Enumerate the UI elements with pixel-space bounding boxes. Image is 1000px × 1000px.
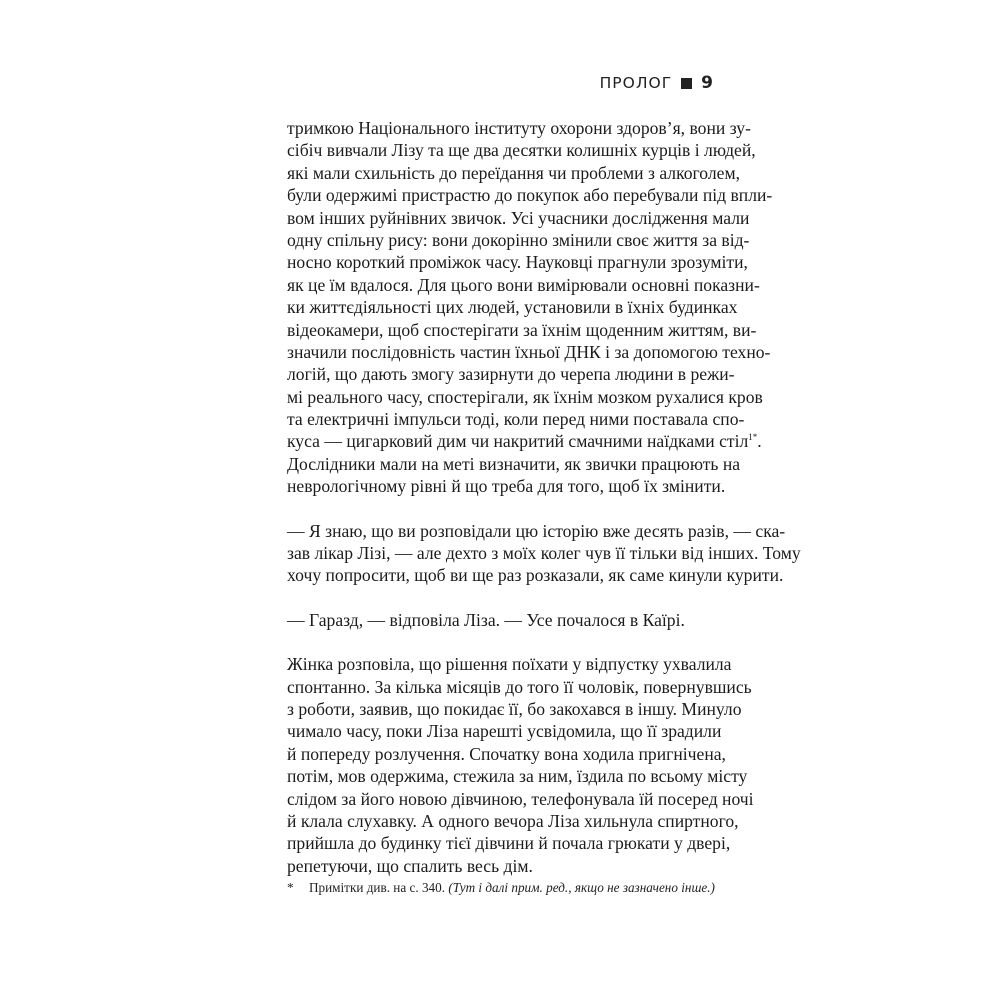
text-line: репетуючи, що спалить весь дім. — [287, 855, 533, 876]
text-line: мі реального часу, спостерігали, як їхнім мозком рухалися кров — [287, 386, 763, 407]
paragraph-1 — [287, 117, 773, 498]
footnote-marker: * — [287, 880, 294, 895]
text-line: одну спільну рису: вони докорінно змінили своє життя за від- — [287, 229, 750, 250]
text-line: спонтанно. За кілька місяців до того її чоловік, повернувшись — [287, 676, 752, 697]
text-line: зав лікар Лізі, — але дехто з моїх колег чув її тільки від інших. Тому — [287, 543, 801, 564]
text-line: тримкою Національного інституту охорони здоров’я, вони зу- — [287, 118, 751, 138]
running-head — [600, 73, 713, 93]
text-line: — Я знаю, що ви розповідали цю історію вже десять разів, — ска- — [287, 520, 786, 541]
text-line: та електричні імпульси тоді, коли перед ними поставала спо- — [287, 409, 745, 430]
text-line: значили послідовність частин їхньої ДНК і за допомогою техно- — [287, 341, 771, 362]
text-line: відеокамери, щоб спостерігати за їхнім щоденним життям, ви- — [287, 319, 757, 340]
square-bullet-icon — [681, 78, 692, 89]
text-line: — Гаразд, — відповіла Ліза. — Усе почалося в Каїрі. — [287, 609, 685, 630]
text-line: вом інших руйнівних звичок. Усі учасники дослідження мали — [287, 207, 750, 228]
text-line: Жінка розповіла, що рішення поїхати у відпустку ухвалила — [287, 654, 732, 675]
text-line: чимало часу, поки Ліза нарешті усвідомила, що її зрадили — [287, 721, 722, 742]
text-line: й клала слухавку. А одного вечора Ліза хильнула спиртного, — [287, 810, 739, 831]
text-line-segment: куса — цигарковий дим чи накритий смачними наїдками стіл — [287, 431, 749, 452]
footnote-italic-text: (Тут і далі прим. ред., якщо не зазначено інше.) — [448, 880, 715, 895]
text-line-with-footnote-ref: куса — цигарковий дим чи накритий смачними наїдками стіл$^{1*}$. — [287, 431, 762, 452]
text-line: прийшла до будинку тієї дівчини й почала грюкати у двері, — [287, 833, 731, 854]
paragraph-2 — [287, 520, 801, 587]
text-line: Дослідники мали на меті визначити, як звички працюють на — [287, 453, 741, 474]
text-line: сібіч вивчали Лізу та ще два десятки колишніх курців і людей, — [287, 140, 756, 161]
text-line: логій, що дають змогу зазирнути до черепа людини в режи- — [287, 364, 735, 385]
text-line: неврологічному рівні й що треба для того, щоб їх змінити. — [287, 476, 726, 497]
text-line: й попереду розлучення. Спочатку вона ходила пригнічена, — [287, 743, 726, 764]
text-line: були одержимі пристрастю до покупок або перебували під впли- — [287, 185, 773, 206]
text-line: хочу попросити, щоб ви ще раз розказали, як саме кинули курити. — [287, 565, 784, 586]
text-line: носно короткий проміжок часу. Науковці прагнули зрозуміти, — [287, 252, 748, 273]
body-text — [287, 117, 801, 899]
text-line: ки життєдіяльності цих людей, установили в їхніх будинках — [287, 297, 738, 318]
text-line: потім, мов одержима, стежила за ним, їздила по всьому місту — [287, 766, 748, 787]
text-line: як це їм вдалося. Для цього вони вимірювали основні показни- — [287, 274, 760, 295]
section-title: ПРОЛОГ — [599, 74, 673, 92]
text-line: слідом за його новою дівчиною, телефонувала їй посеред ночі — [287, 788, 754, 809]
page-number: 9 — [701, 73, 713, 93]
footnote — [287, 879, 727, 896]
footnote-text: Примітки див. на с. 340. — [309, 880, 446, 895]
text-line: з роботи, заявив, що покидає її, бо закохався в іншу. Минуло — [287, 698, 742, 719]
text-line: які мали схильність до переїдання чи проблеми з алкоголем, — [287, 162, 740, 183]
footnote-reference[interactable]: 1* — [748, 432, 758, 443]
paragraph-4 — [287, 653, 754, 877]
paragraph-3 — [287, 609, 715, 631]
